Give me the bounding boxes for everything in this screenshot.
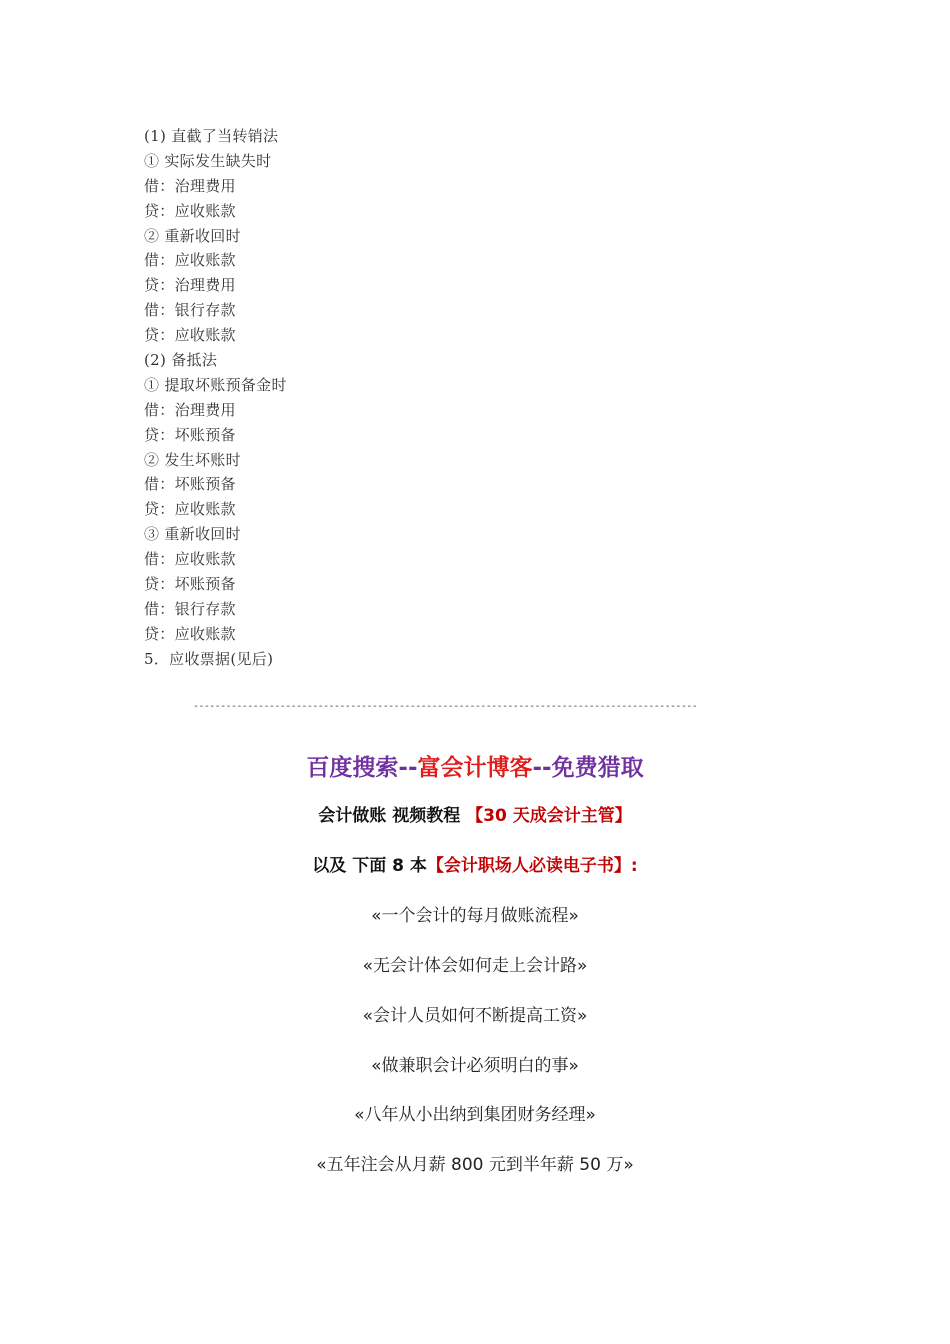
ebook-intro-highlight: 【会计职场人必读电子书】: [426,856,638,876]
entry-line: 贷：治理费用 [144,276,236,295]
entry-line: 贷：应收账款 [144,624,236,643]
ebook-intro-text: 以及 下面 8 本 [312,856,427,876]
entry-line: 借：应收账款 [144,251,236,270]
ebook-intro-line [0,852,950,880]
journal-entries [144,124,704,672]
entry-line: ① 提取坏账预备金时 [144,375,287,394]
entry-line: 借：银行存款 [144,599,236,618]
entry-line: ② 重新收回时 [144,226,241,245]
book-title: «会计人员如何不断提高工资» [362,1006,588,1026]
entry-line: 贷：坏账预备 [144,575,236,594]
book-title: «五年注会从月薪 800 元到半年薪 50 万» [316,1155,634,1175]
entry-line: 借：治理费用 [144,400,236,419]
book-title: «八年从小出纳到集团财务经理» [354,1105,596,1125]
dashed-divider: --------------------------------------------------------------------------------------------- [193,701,698,712]
promo-headline [0,750,950,786]
video-course-line [0,802,950,830]
book-title: «一个会计的每月做账流程» [371,906,579,926]
entry-line: 5．应收票据(见后) [144,649,274,668]
entry-line: 贷：应收账款 [144,326,236,345]
headline-separator: -- [398,755,418,781]
book-title: «无会计体会如何走上会计路» [362,956,588,976]
entry-line: 借：银行存款 [144,301,236,320]
entry-line: ③ 重新收回时 [144,525,241,544]
video-course-highlight: 【30 天成会计主管】 [466,806,632,826]
video-course-text: 会计做账 视频教程 [318,806,467,826]
entry-line: 贷：坏账预备 [144,425,236,444]
entry-line: 贷：应收账款 [144,201,236,220]
headline-free: 免费猎取 [551,755,644,781]
headline-search: 百度搜索 [306,755,399,781]
entry-line: 借：坏账预备 [144,475,236,494]
entry-line: (1) 直截了当转销法 [144,127,279,145]
entry-line: 借：治理费用 [144,176,236,195]
headline-separator: -- [532,755,552,781]
entry-line: ② 发生坏账时 [144,450,241,469]
book-title: «做兼职会计必须明白的事» [371,1056,579,1076]
headline-blog-name: 富会计博客 [417,755,533,781]
entry-line: 借：应收账款 [144,550,236,569]
entry-line: 贷：应收账款 [144,500,236,519]
entry-line: ① 实际发生缺失时 [144,151,272,170]
entry-line: (2) 备抵法 [144,351,218,370]
